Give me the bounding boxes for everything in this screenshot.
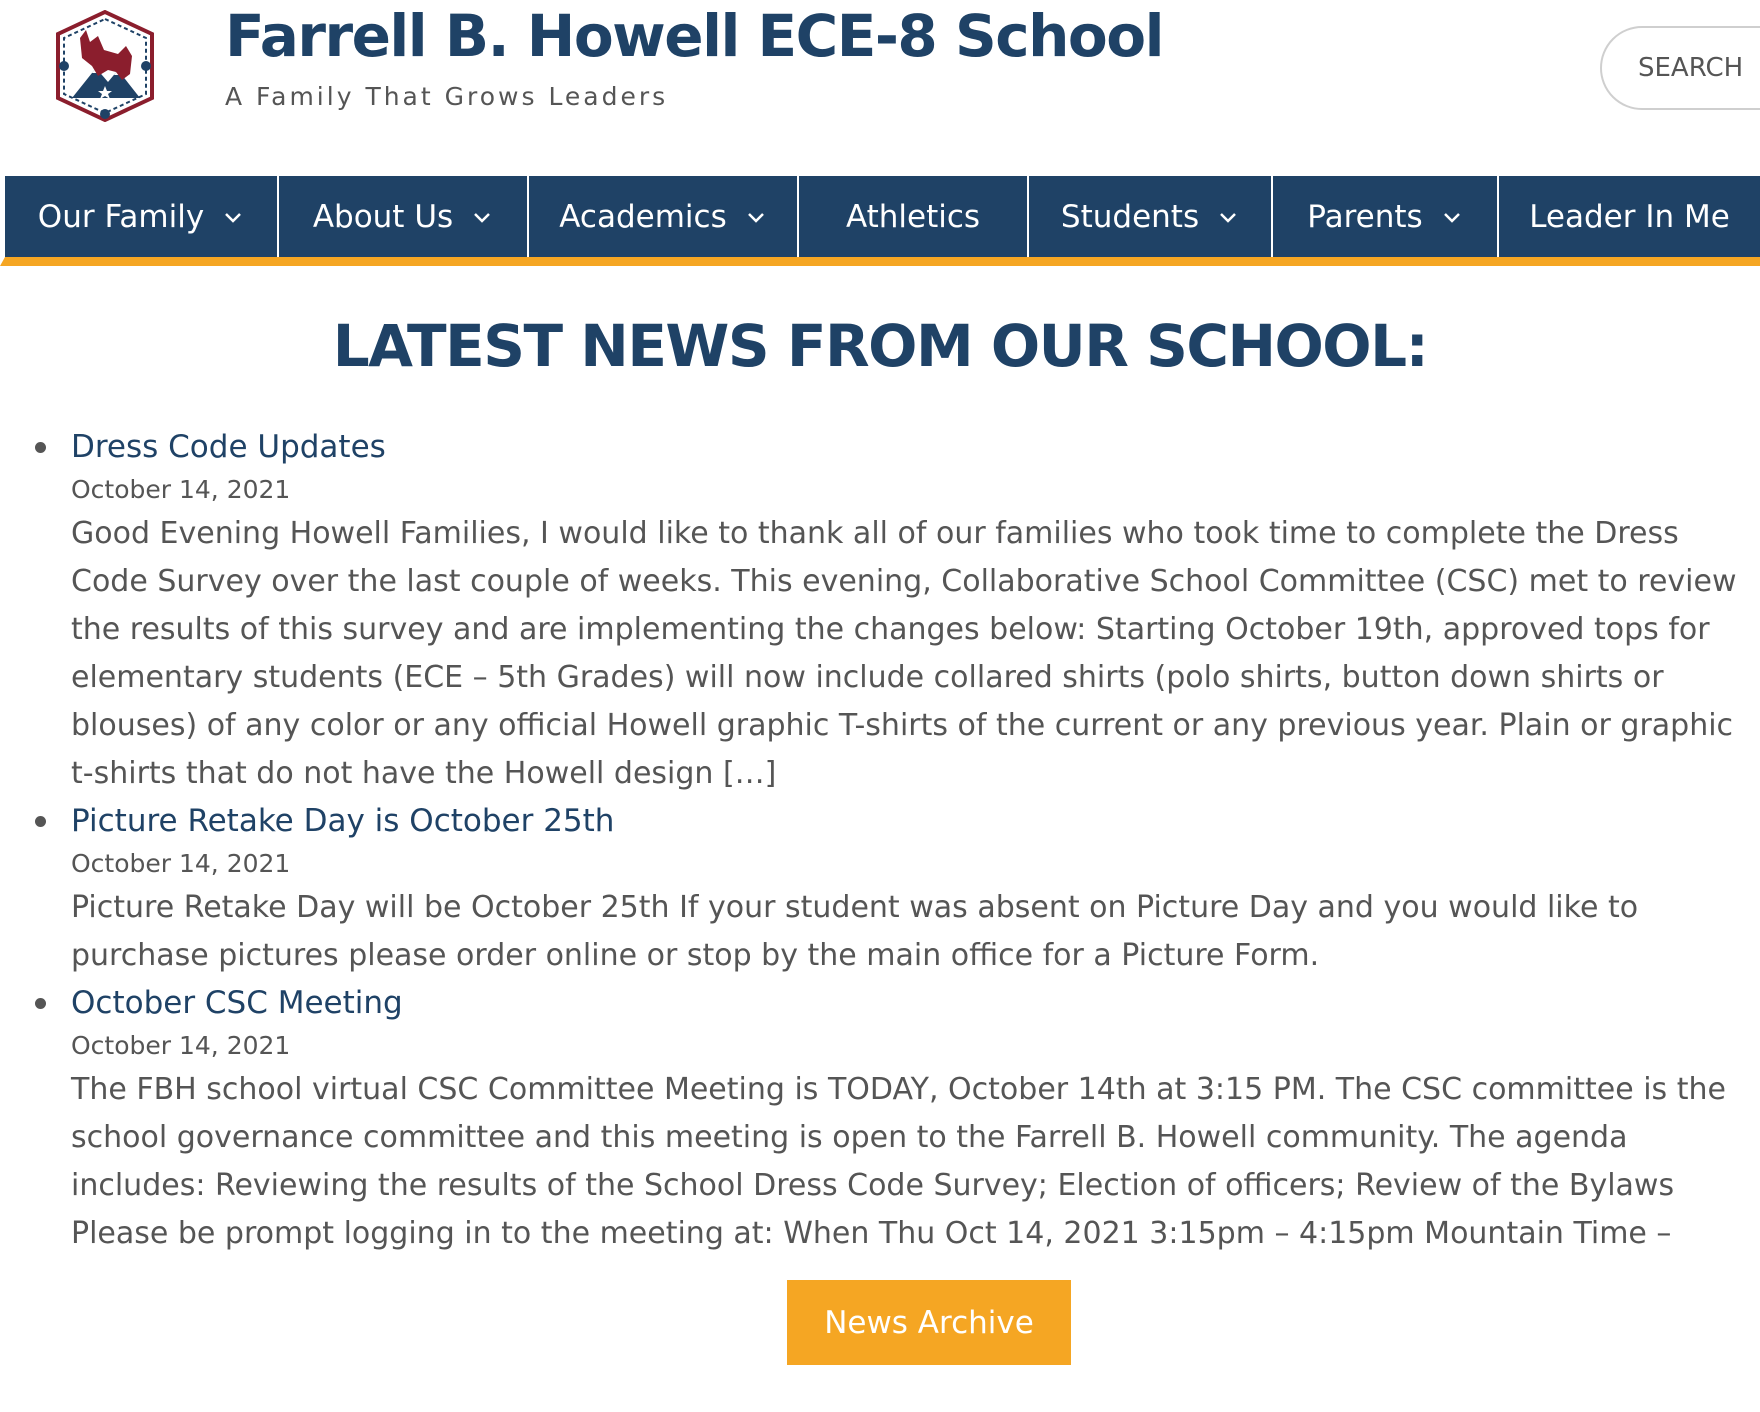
nav-item-label: About Us [312, 198, 454, 235]
news-excerpt: The FBH school virtual CSC Committee Meeting is TODAY, October 14th at 3:15 PM. The CSC committee is the school governance committee and this meeting is open to the Farrell B. Howell community. The agenda includes: Reviewing the results of the School Dress Code Survey; Election of officers; Review of the Bylaws Please be prompt logging in to the meeting at: When Thu Oct 14, 2021 3:15pm – 4:15pm Mountain Time – [71, 1072, 1726, 1251]
bullet-icon [35, 816, 46, 827]
nav-item-label: Students [1060, 198, 1200, 235]
bullet-icon [35, 998, 46, 1009]
news-date: October 14, 2021 [71, 475, 291, 504]
news-item [35, 798, 1735, 980]
chevron-down-icon [1217, 206, 1239, 228]
nav-item-leader-in-me[interactable] [1499, 176, 1760, 257]
news-title-link[interactable]: Picture Retake Day is October 25th [71, 803, 615, 839]
nav-item-label: Athletics [845, 198, 981, 235]
nav-item-students[interactable] [1029, 176, 1273, 257]
nav-item-label: Leader In Me [1529, 198, 1730, 235]
nav-item-about-us[interactable] [279, 176, 529, 257]
news-date: October 14, 2021 [71, 849, 291, 878]
nav-item-our-family[interactable] [5, 176, 279, 257]
nav-item-parents[interactable] [1273, 176, 1499, 257]
news-excerpt: Good Evening Howell Families, I would like to thank all of our families who took time to complete the Dress Code Survey over the last couple of weeks. This evening, Collaborative School Committee (CSC) met to review the results of this survey and are implementing the changes below: Starting October 19th, approved tops for elementary students (ECE – 5th Grades) will now include collared shirts (polo shirts, button down shirts or blouses) of any color or any official Howell graphic T-shirts of the current or any previous year. Plain or graphic t-shirts that do not have the Howell design […] [71, 516, 1737, 791]
site-tagline: A Family That Grows Leaders [225, 82, 669, 111]
chevron-down-icon [471, 206, 493, 228]
news-item [35, 980, 1735, 1258]
nav-item-athletics[interactable] [799, 176, 1029, 257]
news-excerpt: Picture Retake Day will be October 25th If your student was absent on Picture Day and you would like to purchase pictures please order online or stop by the main office for a Picture Form. [71, 890, 1639, 973]
search-input[interactable] [1600, 26, 1760, 110]
news-list [35, 424, 1735, 1258]
news-section-heading: LATEST NEWS FROM OUR SCHOOL: [332, 312, 1428, 380]
chevron-down-icon [745, 206, 767, 228]
news-title-link[interactable]: Dress Code Updates [71, 429, 386, 465]
nav-item-label: Our Family [37, 198, 205, 235]
main-navigation [0, 176, 1760, 266]
news-archive-button[interactable]: News Archive [787, 1280, 1071, 1365]
school-logo-wolf-icon[interactable] [52, 10, 158, 122]
news-title-link[interactable]: October CSC Meeting [71, 985, 403, 1021]
news-date: October 14, 2021 [71, 1031, 291, 1060]
chevron-down-icon [1441, 206, 1463, 228]
news-item [35, 424, 1735, 798]
chevron-down-icon [222, 206, 244, 228]
nav-item-academics[interactable] [529, 176, 799, 257]
nav-item-label: Parents [1307, 198, 1423, 235]
bullet-icon [35, 442, 46, 453]
site-header [0, 0, 1760, 176]
site-title[interactable]: Farrell B. Howell ECE-8 School [225, 2, 1163, 70]
nav-item-label: Academics [559, 198, 727, 235]
